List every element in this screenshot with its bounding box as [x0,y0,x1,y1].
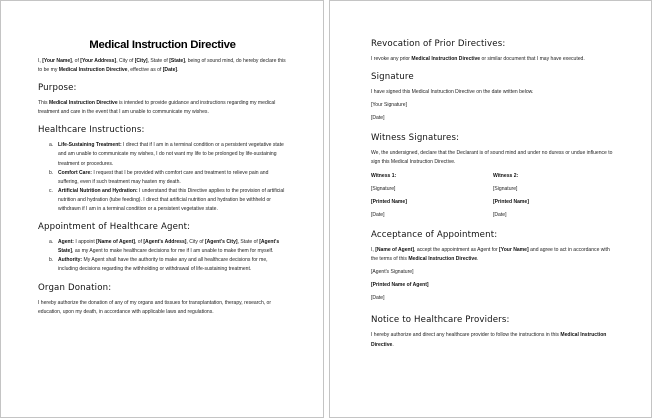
text-run: I request that I be provided with comfort care and treatment to relieve pain and suffering, even if such treatment may hasten my death. [58,169,269,185]
healthcare-instructions-list [38,141,287,214]
text-run: I have signed this Medical Instruction Directive on the date written below. [371,89,534,96]
bold-text-run: Agent: [58,239,74,246]
text-run: This [38,100,49,107]
text-run: I, [371,246,376,253]
list-marker: a. [49,142,54,149]
bold-text-run: Medical Instruction Directive [58,67,128,74]
bold-text-run: Comfort Care: [58,169,92,176]
text-run: , State of [237,239,260,246]
witness-2-printed-name: [Printed Name] [493,198,529,205]
purpose-paragraph [38,99,287,117]
witness-signatures-heading: Witness Signatures: [371,133,460,144]
list-item [38,187,287,214]
text-run: , being of sound mind, do hereby declare this to be my [38,58,286,74]
witness-paragraph [371,149,615,167]
text-run: . [177,67,179,74]
list-item [38,256,287,274]
acceptance-heading: Acceptance of Appointment: [371,229,498,240]
bold-text-run: [State] [169,58,185,64]
text-run: We, the undersigned, declare that the Declarant is of sound mind and under no duress or undue influence to sign this Medical Instruction Directive. [371,150,613,166]
text-run: , City of [186,239,205,246]
text-run: or similar document that I may have executed. [480,56,585,62]
bold-text-run: [Your Name] [42,58,72,64]
list-item [38,238,287,256]
notice-heading: Notice to Healthcare Providers: [371,315,510,326]
signature-date-line: [Date] [371,115,385,122]
bold-text-run: [Name of Agent] [375,246,415,253]
page-1-content [38,39,287,317]
bold-text-run: [City] [134,58,148,64]
agent-signature-block [371,268,615,303]
witness-2-date: [Date] [493,211,507,218]
text-run: I hereby authorize and direct any healthcare provider to follow the instructions in this [371,332,561,339]
text-run: I understand that this Directive applies to the provision of artificial nutrition and hydration (tube feeding). I direct that artificial nutrition and hydration be withheld or withdrawn if I am in a terminal condition or a persistent vegetative state. [58,187,285,213]
bold-text-run: Authority: [58,257,83,264]
witness-2-column [493,172,615,224]
witness-1-signature: [Signature] [371,185,396,192]
witness-signature-grid [371,172,615,224]
healthcare-agent-list [38,238,287,274]
bold-text-run: [Agent's Address] [143,239,187,246]
agent-printed-name-line: [Printed Name of Agent] [371,282,429,289]
text-run: , accept the appointment as Agent for [414,246,500,253]
list-marker: b. [49,257,54,264]
bold-text-run: Medical Instruction Directive [408,256,478,263]
text-run: , City of [116,58,135,64]
text-run: , effective as of [127,67,163,74]
document-title: Medical Instruction Directive [89,39,236,51]
text-run: , of [71,58,81,64]
document-page-1 [0,0,324,418]
list-item [38,141,287,168]
purpose-heading: Purpose: [38,83,77,94]
list-marker: a. [49,239,54,246]
declarant-signature-block [371,101,615,123]
witness-1-printed-name: [Printed Name] [371,198,407,205]
list-marker: b. [49,169,54,176]
revocation-paragraph [371,55,615,64]
text-run: , as my Agent to make healthcare decisions for me if I am unable to make them for myself. [72,248,274,255]
bold-text-run: [Your Address] [80,58,117,64]
bold-text-run: [Your Name] [499,246,529,253]
bold-text-run: Medical Instruction Directive [371,332,607,348]
text-run: My Agent shall have the authority to make any and all healthcare decisions for me, including decisions regarding the withholding or withdrawal of life-sustaining treatment. [58,257,268,273]
bold-text-run: Life-Sustaining Treatment: [58,142,122,149]
witness-2-signature: [Signature] [493,185,518,192]
acceptance-paragraph [371,246,615,264]
text-run: I direct that if I am in a terminal condition or a persistent vegetative state and am unable to communicate my wishes, I do not want my life to be prolonged by life-sustaining treatment or procedures. [58,142,284,167]
list-item [38,169,287,187]
organ-donation-paragraph [38,299,287,317]
page-2-content [371,39,615,350]
bold-text-run: Medical Instruction Directive [48,100,118,107]
text-run: and agree to act in accordance with the terms of this [371,246,610,263]
text-run: I, [38,58,43,64]
agent-signature-line: [Agent's Signature] [371,269,414,276]
signature-paragraph [371,88,615,97]
healthcare-agent-heading: Appointment of Healthcare Agent: [38,222,191,233]
bold-text-run: [Date] [162,67,178,74]
text-run: , State of [147,58,170,64]
text-run: . [392,341,394,348]
text-run: I revoke any prior [371,56,412,62]
agent-date-line: [Date] [371,295,385,302]
bold-text-run: Artificial Nutrition and Hydration: [58,187,138,194]
list-marker: c. [49,187,53,194]
text-run: I appoint [73,239,97,246]
revocation-heading: Revocation of Prior Directives: [371,39,506,49]
witness-1-date: [Date] [371,211,385,218]
bold-text-run: Medical Instruction Directive [411,56,481,62]
text-run: is intended to provide guidance and instructions regarding my medical treatment and care in the event that I am unable to communicate my wishes. [38,100,276,116]
witness-2-label: Witness 2: [493,172,519,179]
bold-text-run: [Agent's City] [204,239,238,246]
bold-text-run: [Agent's State] [58,239,280,255]
document-page-2 [329,0,652,418]
witness-1-column [371,172,493,224]
your-signature-line: [Your Signature] [371,102,408,109]
healthcare-instructions-heading: Healthcare Instructions: [38,125,145,136]
witness-1-label: Witness 1: [371,172,397,179]
text-run: , of [134,239,144,246]
notice-paragraph [371,331,615,349]
organ-donation-heading: Organ Donation: [38,282,112,293]
intro-paragraph [38,57,287,75]
bold-text-run: [Name of Agent] [96,239,135,246]
text-run: I hereby authorize the donation of any of my organs and tissues for transplantation, therapy, research, or education, upon my death, in accordance with applicable laws and regulations. [38,299,272,315]
text-run: . [477,256,479,263]
signature-heading: Signature [371,72,414,83]
